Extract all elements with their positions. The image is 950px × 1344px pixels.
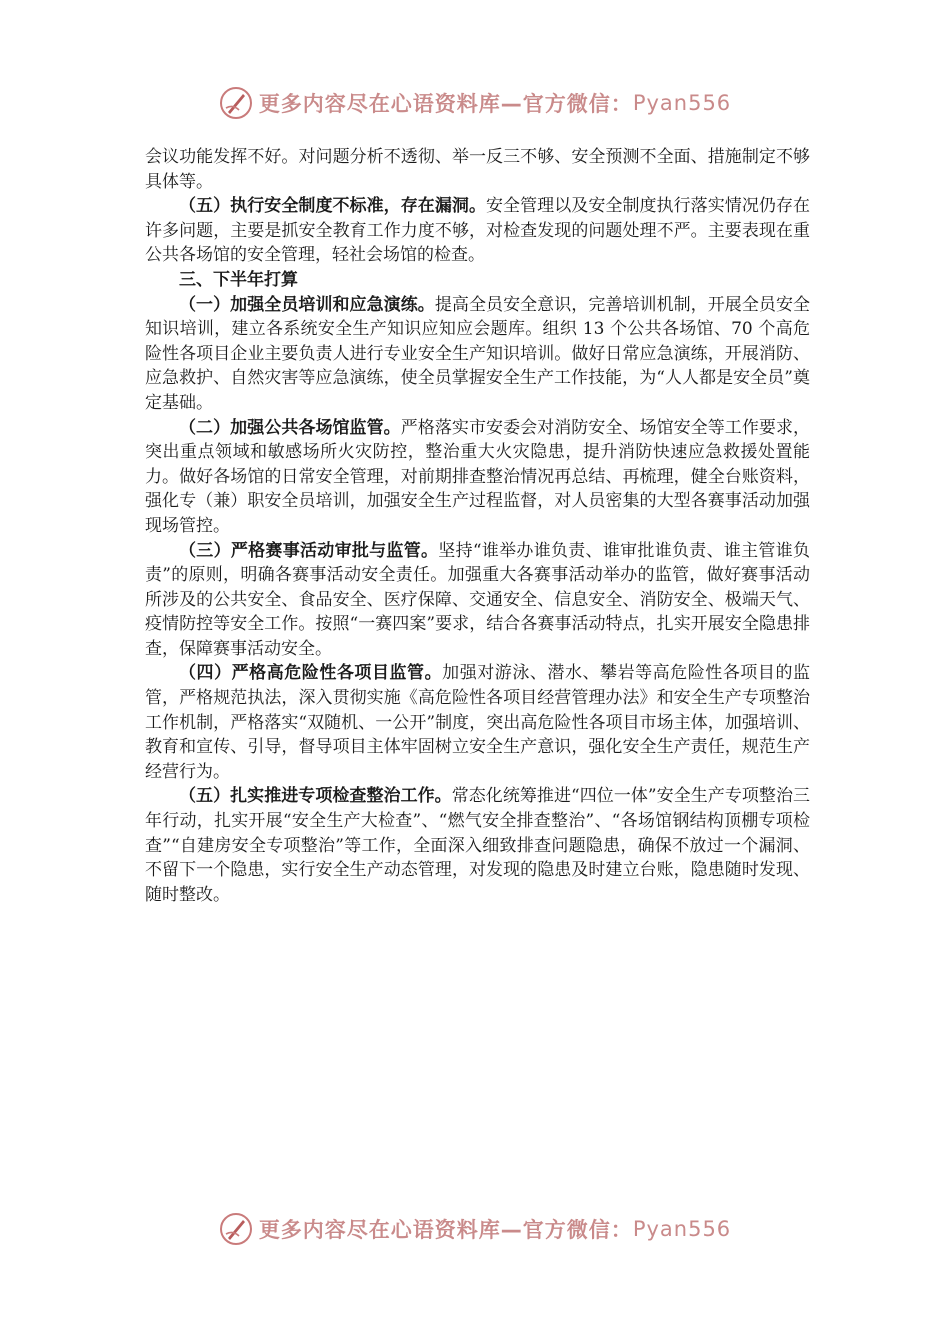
watermark-text: 更多内容尽在心语资料库—官方微信： — [258, 92, 633, 116]
quill-logo-icon — [219, 86, 253, 120]
header-watermark — [0, 86, 950, 120]
watermark-wechat-id: Pyan556 — [632, 1217, 732, 1241]
paragraph-lead: （五）扎实推进专项检查整治工作。 — [179, 786, 452, 807]
paragraph-lead: （二）加强公共各场馆监管。 — [179, 417, 401, 438]
paragraph-lead: （一）加强全员培训和应急演练。 — [179, 294, 435, 315]
section-heading: 三、下半年打算 — [179, 269, 298, 290]
paragraph-lead: （四）严格高危险性各项目监管。 — [179, 663, 443, 684]
paragraph: 会议功能发挥不好。对问题分析不透彻、举一反三不够、安全预测不全面、措施制定不够具体等。 — [145, 147, 810, 192]
paragraph-lead: （五）执行安全制度不标准，存在漏洞。 — [179, 196, 486, 217]
paragraph: （二）加强公共各场馆监管。严格落实市安委会对消防安全、场馆安全等工作要求，突出重点领域和敏感场所火灾防控，整治重大火灾隐患，提升消防快速应急救援处置能力。做好各场馆的日常安全管理，对前期排查整治情况再总结、再梳理，健全台账资料，强化专（兼）职安全员培训，加强安全生产过程监督，对人员密集的大型各赛事活动加强现场管控。 — [145, 417, 811, 536]
paragraph: （三）严格赛事活动审批与监管。坚持“谁举办谁负责、谁审批谁负责、谁主管谁负责”的原则，明确各赛事活动安全责任。加强重大各赛事活动举办的监管，做好赛事活动所涉及的公共安全、食品安全、医疗保障、交通安全、信息安全、消防安全、极端天气、疫情防控等安全工作。按照“一赛四案”要求，结合各赛事活动特点，扎实开展安全隐患排查，保障赛事活动安全。 — [145, 540, 810, 659]
quill-logo-icon — [219, 1212, 253, 1246]
paragraph-lead: （三）严格赛事活动审批与监管。 — [179, 540, 439, 561]
paragraph: （五）执行安全制度不标准，存在漏洞。安全管理以及安全制度执行落实情况仍存在许多问题，主要是抓安全教育工作力度不够，对检查发现的问题处理不严。主要表现在重公共各场馆的安全管理，轻社会场馆的检查。 — [145, 196, 810, 266]
paragraph: （一）加强全员培训和应急演练。提高全员安全意识，完善培训机制，开展全员安全知识培训，建立各系统安全生产知识应知应会题库。组织 13 个公共各场馆、70 个高危险性各项目企业主要负责人进行专业安全生产知识培训。做好日常应急演练，开展消防、应急救护、自然灾害等应急演练，使全员掌握安全生产工作技能，为“人人都是安全员”奠定基础。 — [145, 294, 811, 413]
paragraph: （四）严格高危险性各项目监管。加强对游泳、潜水、攀岩等高危险性各项目的监管，严格规范执法，深入贯彻实施《高危险性各项目经营管理办法》和安全生产专项整治工作机制，严格落实“双随机、一公开”制度，突出高危险性各项目市场主体，加强培训、教育和宣传、引导，督导项目主体牢固树立安全生产意识，强化安全生产责任，规范生产经营行为。 — [145, 663, 811, 782]
paragraph: （五）扎实推进专项检查整治工作。常态化统筹推进“四位一体”安全生产专项整治三年行动，扎实开展“安全生产大检查”、“燃气安全排查整治”、“各场馆钢结构顶棚专项检查”“自建房安全专项整治”等工作，全面深入细致排查问题隐患，确保不放过一个漏洞、不留下一个隐患，实行安全生产动态管理，对发现的隐患及时建立台账，隐患随时发现、随时整改。 — [145, 786, 810, 905]
watermark-text: 更多内容尽在心语资料库—官方微信： — [258, 1218, 633, 1242]
footer-watermark — [0, 1212, 950, 1246]
document-body — [145, 145, 810, 907]
watermark-wechat-id: Pyan556 — [632, 91, 732, 115]
